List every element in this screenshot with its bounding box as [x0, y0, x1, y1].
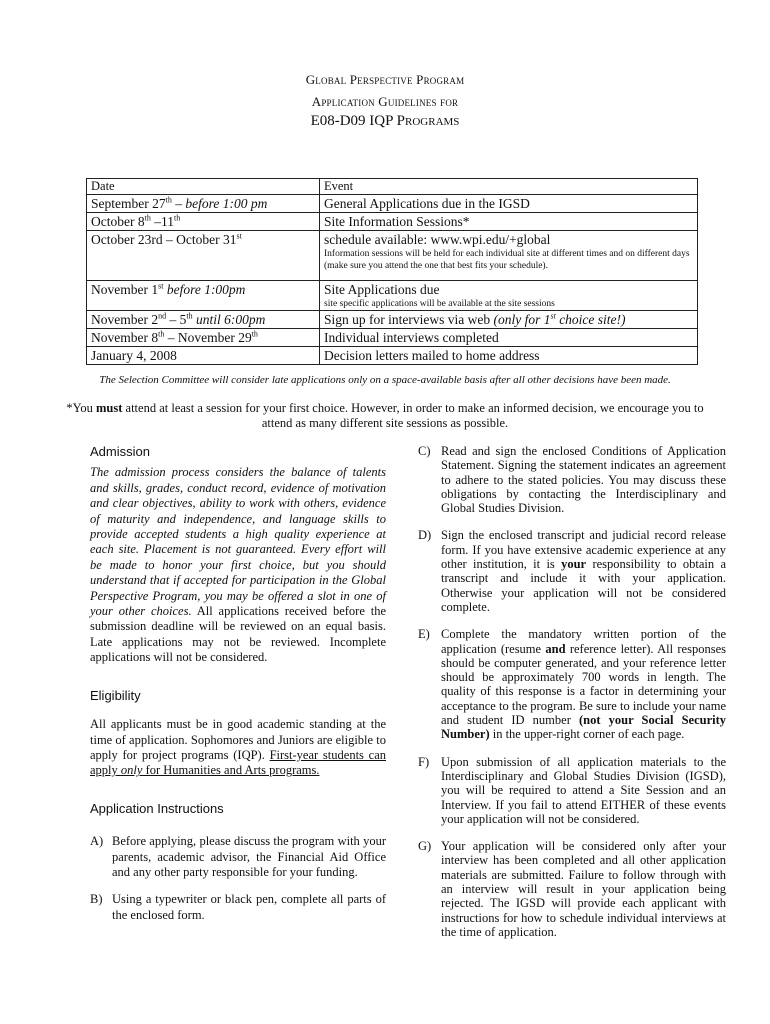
event-cell: Decision letters mailed to home address — [320, 347, 698, 365]
date-cell: January 4, 2008 — [87, 347, 320, 365]
event-cell: Individual interviews completed — [320, 329, 698, 347]
eligibility-section — [90, 688, 386, 779]
list-item: B) Using a typewriter or black pen, complete all parts of the enclosed form. — [90, 892, 386, 922]
date-cell: October 8th –11th — [87, 213, 320, 231]
site-app-note: site specific applications will be available at the site sessions — [324, 299, 555, 309]
table-row — [87, 347, 698, 365]
date-cell: October 23rd – October 31st — [87, 231, 320, 281]
list-item: G) Your application will be considered only after your interview has been completed and all other application materials are submitted. Failure to follow through with an interview will result in your application being rejected. The IGSD will provide each applicant with instructions for how to schedule individual interviews at the time of application. — [418, 839, 726, 939]
eligibility-text: All applicants must be in good academic standing at the time of application. Sophomores and Juniors are eligible to apply for project programs (IQP). First-year students can apply only for Humanities and Arts programs. — [90, 717, 387, 778]
date-cell: November 1st before 1:00pm — [87, 281, 320, 311]
title-line-3: E08-D09 IQP Programs — [310, 113, 460, 129]
date-cell: November 8th – November 29th — [87, 329, 320, 347]
list-item: F) Upon submission of all application materials to the Interdisciplinary and Global Studies Division (IGSD), you will be required to attend a Site Session and an Interview. If you fail to attend EITHER of these events your application will not be considered. — [418, 754, 726, 826]
attendance-note: *You must attend at least a session for your first choice. However, in order to make an informed decision, we encourage you to attend as many different site sessions as possible. — [66, 401, 704, 430]
event-header: Event — [320, 179, 698, 195]
table-header-row — [87, 179, 698, 195]
left-column — [90, 444, 386, 923]
admission-heading: Admission — [90, 444, 150, 459]
list-item: E) Complete the mandatory written portion of the application (resume and reference letter). All responses should be computer generated, and your reference letter should be approximately 700 words in length. The quality of this response is a factor in determining your acceptance to the program. Be sure to include your name and student ID number (not your Social Security Number) in the upper-right corner of each page. — [418, 627, 726, 742]
table-row — [87, 195, 698, 213]
table-row — [87, 329, 698, 347]
event-cell: Sign up for interviews via web (only for 1st choice site!) — [320, 311, 698, 329]
event-cell: Site Applications due site specific applications will be available at the site sessions — [320, 281, 698, 311]
late-applications-note: The Selection Committee will consider late applications only on a space-available basis after all other decisions have been made. — [99, 374, 671, 386]
list-item: D) Sign the enclosed transcript and judicial record release form. If you have extensive academic experience at any other institution, it is your responsibility to obtain a transcript and include it with your application. Otherwise your application will not be considered complete. — [418, 528, 726, 614]
event-cell: Site Information Sessions* — [320, 213, 698, 231]
date-header: Date — [87, 179, 320, 195]
title-line-2: Application Guidelines for — [311, 94, 459, 109]
table-row — [87, 281, 698, 311]
instructions-heading: Application Instructions — [90, 800, 224, 816]
list-item: C) Read and sign the enclosed Conditions of Application Statement. Signing the statement indicates an agreement to adhere to the stated policies. You may discuss these obligations by contacting the Interdisciplinary and Global Studies Division. — [418, 444, 726, 516]
date-cell: November 2nd – 5th until 6:00pm — [87, 311, 320, 329]
table-row — [87, 311, 698, 329]
list-item: A) Before applying, please discuss the program with your parents, academic advisor, the Financial Aid Office and any other party responsible for your funding. — [90, 834, 386, 879]
event-cell: General Applications due in the IGSD — [320, 195, 698, 213]
session-note: Information sessions will be held for each individual site at different times and on different days (make sure you attend the one that best fits your schedule). — [324, 249, 690, 271]
event-cell: schedule available: www.wpi.edu/+global Information sessions will be held for each individual site at different times and on different days (make sure you attend the one that best fits your schedule). — [320, 231, 698, 281]
admission-section — [90, 444, 386, 666]
eligibility-heading: Eligibility — [90, 687, 141, 703]
instructions-section — [90, 801, 386, 923]
date-cell: September 27th – before 1:00 pm — [87, 195, 320, 213]
table-row — [87, 231, 698, 281]
right-column — [418, 444, 726, 952]
table-row — [87, 213, 698, 231]
admission-text: The admission process considers the balance of talents and skills, grades, conduct record, evidence of motivation and clear objectives, ability to work with others, evidence of maturity and independence, and language skills to provide accepted students a high quality experience at each site. Placement is not guaranteed. Every effort will be made to honor your first choice, but you should understand that if accepted for participation in the Global Perspective Program, you may be offered a slot in one of your other choices. All applications received before the submission deadline will be reviewed on an equal basis. Late applications may not be reviewed. Incomplete applications will not be considered. — [90, 465, 386, 665]
schedule-table — [86, 178, 698, 365]
title-line-1: Global Perspective Program — [305, 72, 465, 87]
